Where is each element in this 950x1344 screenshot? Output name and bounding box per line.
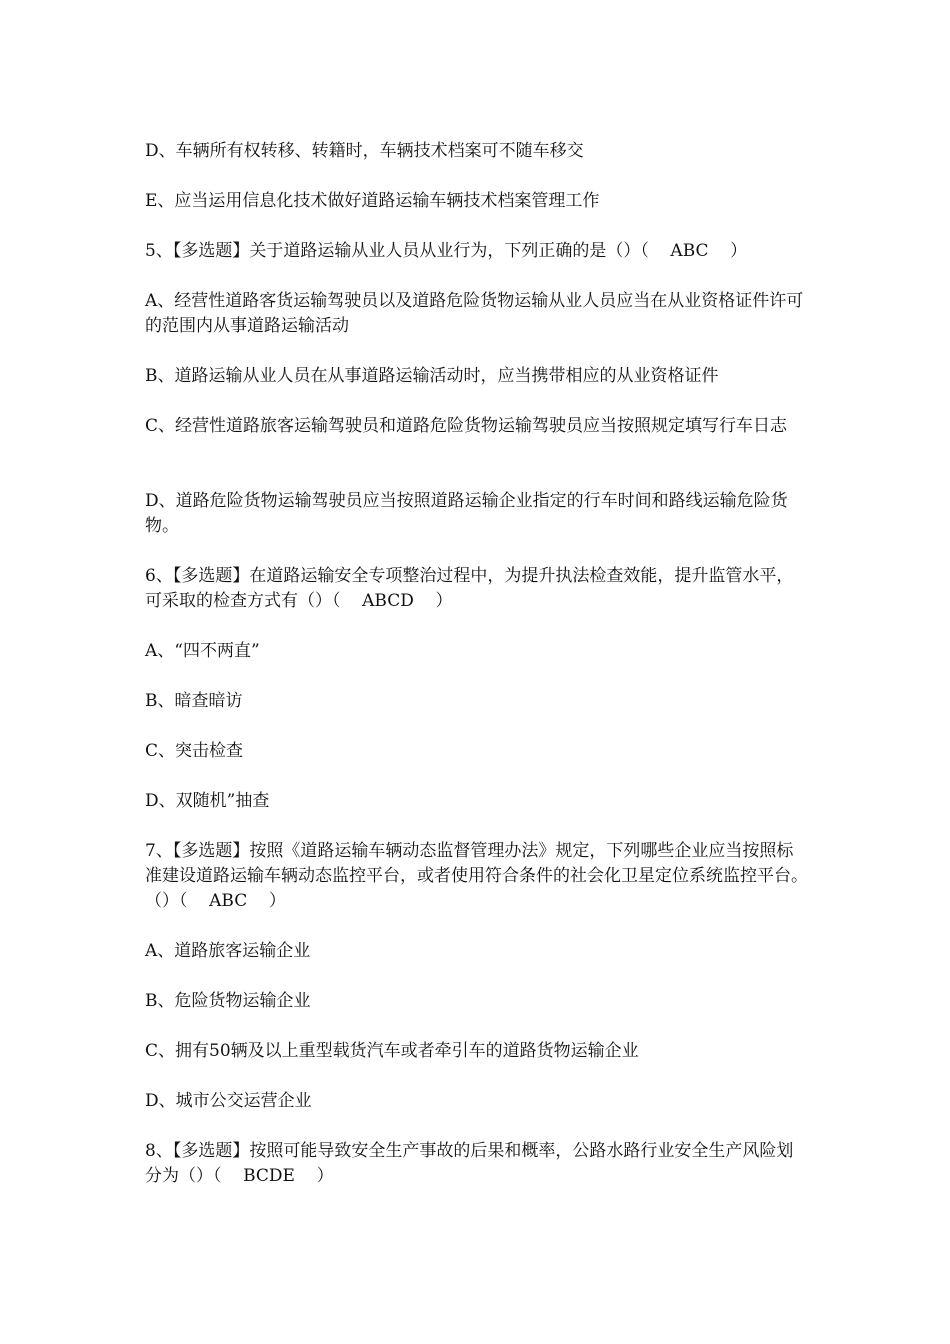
question-8: 8、【多选题】按照可能导致安全生产事故的后果和概率，公路水路行业安全生产风险划分为（）（ BCDE ） [145,1141,794,1186]
question-5-option-b: B、道路运输从业人员在从事道路运输活动时，应当携带相应的从业资格证件 [145,366,719,386]
option-e-information-management: E、应当运用信息化技术做好道路运输车辆技术档案管理工作 [145,191,600,211]
question-7-option-b: B、危险货物运输企业 [145,991,311,1011]
option-d-vehicle-archive: D、车辆所有权转移、转籍时，车辆技术档案可不随车移交 [145,141,584,161]
question-6-option-d: D、双随机”抽查 [145,791,270,811]
question-7-option-a: A、道路旅客运输企业 [145,941,311,961]
question-5: 5、【多选题】关于道路运输从业人员从业行为，下列正确的是（）（ ABC ） [145,241,748,261]
question-5-option-d: D、道路危险货物运输驾驶员应当按照道路运输企业指定的行车时间和路线运输危险货物。 [145,491,788,536]
question-6-option-b: B、暗查暗访 [145,691,243,711]
question-6: 6、【多选题】在道路运输安全专项整治过程中，为提升执法检查效能，提升监管水平，可采取的检查方式有（）（ ABCD ） [145,566,794,611]
question-5-option-c: C、经营性道路旅客运输驾驶员和道路危险货物运输驾驶员应当按照规定填写行车日志 [145,416,788,436]
question-7-option-d: D、城市公交运营企业 [145,1091,312,1111]
question-7-option-c: C、拥有50辆及以上重型载货汽车或者牵引车的道路货物运输企业 [145,1041,639,1061]
question-6-option-a: A、“四不两直” [145,641,260,661]
question-7: 7、【多选题】按照《道路运输车辆动态监督管理办法》规定，下列哪些企业应当按照标准建设道路运输车辆动态监控平台，或者使用符合条件的社会化卫星定位系统监控平台。（）（ ABC ） [145,841,808,911]
question-6-option-c: C、突击检查 [145,741,244,761]
question-5-option-a: A、经营性道路客货运输驾驶员以及道路危险货物运输从业人员应当在从业资格证件许可的范围内从事道路运输活动 [145,291,804,336]
